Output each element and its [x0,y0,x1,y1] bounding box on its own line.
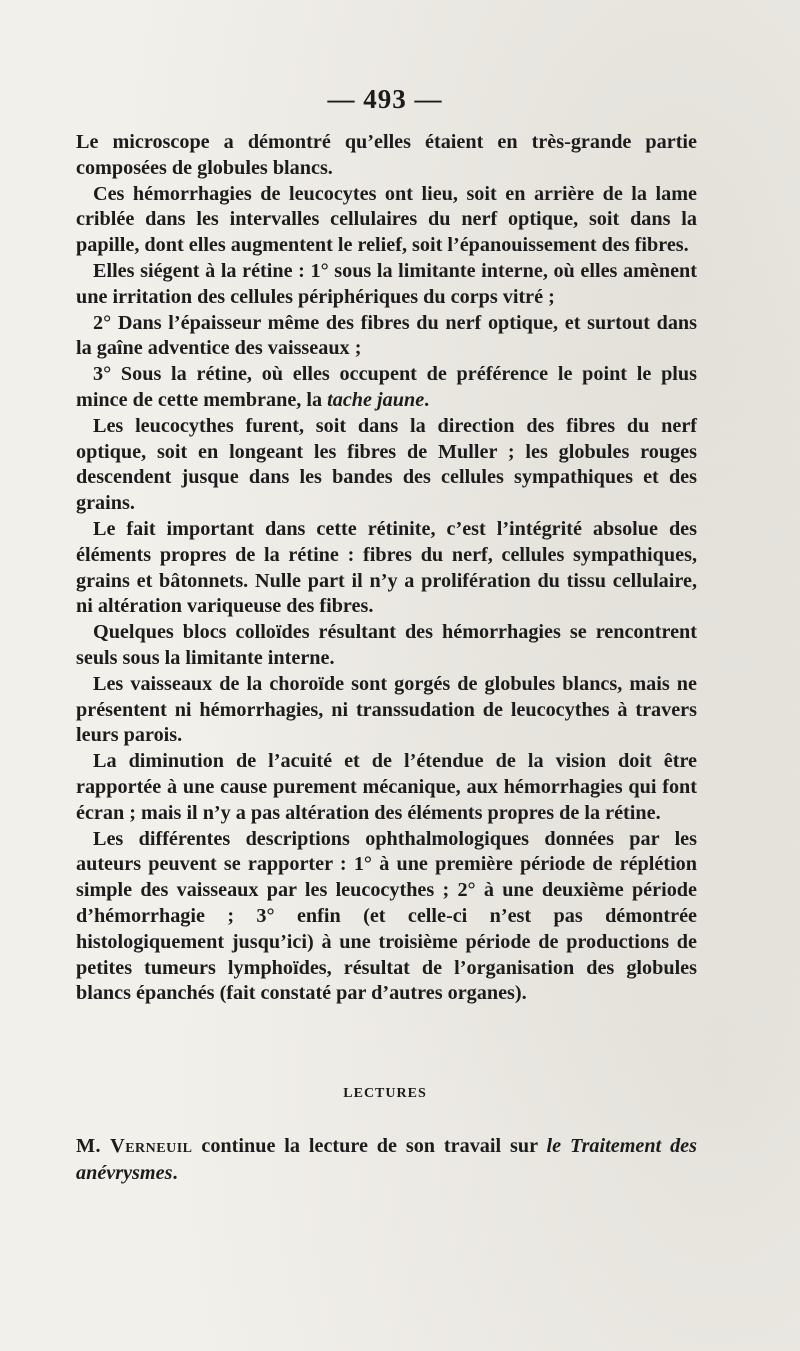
lecture-paragraph [76,1133,697,1187]
paragraph: Les différentes descriptions ophthalmologiques données par les auteurs peuvent se rapporter : 1° à une première période de réplétion simple des vaisseaux par les leucocythes ; 2° à une deuxième période d’hémorrhagie ; 3° enfin (et celle-ci n’est pas démontrée histologiquement jusqu’ici) à une troisième période de productions de petites tumeurs lymphoïdes, résultat de l’organisation des globules blancs épanchés (fait constaté par d’autres organes). [76,827,697,1005]
paragraph: Les vaisseaux de la choroïde sont gorgés de globules blancs, mais ne présentent ni hémorrhagies, ni transsudation de leucocythes à travers leurs parois. [76,672,697,747]
lecture-end: . [172,1162,178,1184]
paragraph-text: 3° Sous la rétine, où elles occupent de préférence le point le plus mince de cette membrane, la [76,363,697,411]
section-heading: LECTURES [343,1086,427,1101]
paragraph: Le fait important dans cette rétinite, c’est l’intégrité absolue des éléments propres de la rétine : fibres du nerf, cellules sympathiques, grains et bâtonnets. Nulle part il n’y a prolifération du tissu cellulaire, ni altération variqueuse des fibres. [76,517,697,618]
body-text [76,130,697,1007]
work-title: le Traitement des anévrysmes [76,1135,697,1184]
paragraph: Le microscope a démontré qu’elles étaient en très-grande partie composées de globules blancs. [76,131,697,179]
paragraph [76,362,697,414]
paragraph: Les leucocythes furent, soit dans la direction des fibres du nerf optique, soit en longeant les fibres de Muller ; les globules rouges descendent jusque dans les bandes des cellules sympathiques et des grains. [76,414,697,515]
paragraph: Ces hémorrhagies de leucocytes ont lieu, soit en arrière de la lame criblée dans les intervalles cellulaires du nerf optique, soit dans la papille, dont elles augmentent le relief, soit l’épanouissement des fibres. [76,182,697,257]
paragraph: Elles siégent à la rétine : 1° sous la limitante interne, où elles amènent une irritation des cellules périphériques du corps vitré ; [76,259,697,308]
speaker-name: M. Verneuil [76,1135,193,1157]
italic-term: tache jaune [327,388,425,411]
paragraph: 2° Dans l’épaisseur même des fibres du nerf optique, et surtout dans la gaîne adventice des vaisseaux ; [76,311,697,360]
lecture-text: continue la lecture de son travail sur [192,1135,547,1157]
paragraph: Quelques blocs colloïdes résultant des hémorrhagies se rencontrent seuls sous la limitante interne. [76,621,697,669]
paragraph: La diminution de l’acuité et de l’étendue de la vision doit être rapportée à une cause purement mécanique, aux hémorrhagies qui font écran ; mais il n’y a pas altération des éléments propres de la rétine. [76,750,697,824]
paragraph-text: . [424,388,430,411]
page-number: — 493 — [327,84,443,114]
